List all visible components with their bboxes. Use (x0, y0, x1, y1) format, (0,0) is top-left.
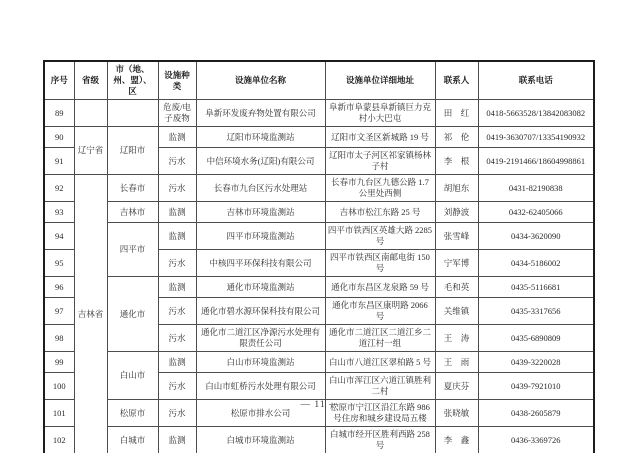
cell-contact: 刘静波 (435, 202, 478, 223)
cell-city: 吉林市 (107, 202, 158, 223)
cell-contact: 李 鑫 (435, 427, 478, 453)
cell-no: 102 (44, 427, 74, 453)
cell-no: 94 (44, 223, 74, 250)
cell-phone: 0436-3369726 (478, 427, 594, 453)
cell-no: 97 (44, 298, 74, 325)
cell-type: 污水 (158, 175, 196, 202)
cell-no: 92 (44, 175, 74, 202)
cell-no: 100 (44, 373, 74, 400)
cell-type: 危废/电子废物 (158, 100, 196, 127)
cell-name: 通化市二道江区净源污水处理有限责任公司 (196, 325, 325, 352)
cell-address: 四平市铁西区南邮电街 150 号 (325, 250, 435, 277)
cell-contact: 李 根 (435, 148, 478, 175)
cell-contact: 王 雨 (435, 352, 478, 373)
cell-no: 96 (44, 277, 74, 298)
header-row (44, 61, 594, 100)
table-row (44, 223, 594, 250)
cell-address: 长春市九台区九德公路 1.7 公里处西侧 (325, 175, 435, 202)
table-row (44, 277, 594, 298)
cell-province: 吉林省 (74, 175, 107, 453)
table-row (44, 127, 594, 148)
cell-address: 辽阳市文圣区新城路 19 号 (325, 127, 435, 148)
page-number: — 11 — (300, 400, 340, 410)
cell-contact: 毛和英 (435, 277, 478, 298)
table-row (44, 427, 594, 453)
cell-no: 93 (44, 202, 74, 223)
cell-type: 监测 (158, 277, 196, 298)
cell-no: 90 (44, 127, 74, 148)
cell-type: 监测 (158, 352, 196, 373)
cell-name: 白城市环境监测站 (196, 427, 325, 453)
cell-contact: 王 涛 (435, 325, 478, 352)
cell-city (107, 100, 158, 127)
cell-address: 通化市东昌区康明路 2066 号 (325, 298, 435, 325)
cell-type: 监测 (158, 427, 196, 453)
cell-name: 松原市排水公司 (196, 400, 325, 427)
cell-phone: 0439-7921010 (478, 373, 594, 400)
cell-name: 辽阳市环境监测站 (196, 127, 325, 148)
cell-name: 通化市环境监测站 (196, 277, 325, 298)
cell-city: 四平市 (107, 223, 158, 277)
cell-name: 四平市环境监测站 (196, 223, 325, 250)
cell-type: 污水 (158, 148, 196, 175)
cell-type: 污水 (158, 373, 196, 400)
cell-city: 长春市 (107, 175, 158, 202)
cell-address: 白山市八道江区翠柏路 5 号 (325, 352, 435, 373)
col-header-no: 序号 (44, 61, 74, 100)
cell-no: 98 (44, 325, 74, 352)
cell-no: 101 (44, 400, 74, 427)
cell-contact: 胡旭东 (435, 175, 478, 202)
col-header-contact: 联系人 (435, 61, 478, 100)
table-row (44, 202, 594, 223)
cell-province: 辽宁省 (74, 127, 107, 175)
cell-address: 通化市东昌区龙泉路 59 号 (325, 277, 435, 298)
cell-no: 95 (44, 250, 74, 277)
cell-phone: 0431-82190838 (478, 175, 594, 202)
cell-contact: 张晓敏 (435, 400, 478, 427)
table-row (44, 100, 594, 127)
cell-contact: 夏庆芬 (435, 373, 478, 400)
cell-name: 长春市九台区污水处理站 (196, 175, 325, 202)
cell-phone: 0419-3630707/13354190932 (478, 127, 594, 148)
cell-contact: 关维镇 (435, 298, 478, 325)
cell-type: 监测 (158, 223, 196, 250)
cell-city: 白城市 (107, 427, 158, 453)
cell-name: 吉林市环境监测站 (196, 202, 325, 223)
table-row (44, 352, 594, 373)
cell-name: 阜新环发废弃物处置有限公司 (196, 100, 325, 127)
cell-type: 污水 (158, 298, 196, 325)
cell-contact: 张雪峰 (435, 223, 478, 250)
cell-address: 松原市宁江区沿江东路 986 号住房和城乡建设局五楼 (325, 400, 435, 427)
cell-phone: 0419-2191466/18604998861 (478, 148, 594, 175)
cell-no: 91 (44, 148, 74, 175)
col-header-phone: 联系电话 (478, 61, 594, 100)
cell-city: 辽阳市 (107, 127, 158, 175)
cell-address: 白城市经开区胜利西路 258 号 (325, 427, 435, 453)
cell-contact: 宁军博 (435, 250, 478, 277)
cell-type: 监测 (158, 127, 196, 148)
cell-name: 白山市虹桥污水处理有限公司 (196, 373, 325, 400)
cell-name: 白山市环境监测站 (196, 352, 325, 373)
cell-address: 阜新市阜蒙县阜新镇巨力克村小大巴屯 (325, 100, 435, 127)
cell-address: 四平市铁西区英雄大路 2285 号 (325, 223, 435, 250)
cell-phone: 0435-3317656 (478, 298, 594, 325)
cell-type: 污水 (158, 325, 196, 352)
cell-name: 中核四平环保科技有限公司 (196, 250, 325, 277)
col-header-city: 市（地、州、盟）、区 (107, 61, 158, 100)
cell-no: 89 (44, 100, 74, 127)
cell-city: 松原市 (107, 400, 158, 427)
col-header-address: 设施单位详细地址 (325, 61, 435, 100)
cell-address: 辽阳市太子河区祁家镇杨林子村 (325, 148, 435, 175)
cell-phone: 0435-5116681 (478, 277, 594, 298)
cell-address: 白山市浑江区六道江镇胜利二村 (325, 373, 435, 400)
cell-type: 监测 (158, 202, 196, 223)
cell-address: 吉林市松江东路 25 号 (325, 202, 435, 223)
cell-name: 通化市碧水源环保科技有限公司 (196, 298, 325, 325)
cell-phone: 0439-3220028 (478, 352, 594, 373)
col-header-name: 设施单位名称 (196, 61, 325, 100)
cell-city: 通化市 (107, 277, 158, 352)
cell-address: 通化市二道江区二道江乡二道江村一组 (325, 325, 435, 352)
col-header-type: 设施种类 (158, 61, 196, 100)
cell-phone: 0418-5663528/13842083082 (478, 100, 594, 127)
cell-no: 99 (44, 352, 74, 373)
table-header (44, 61, 594, 100)
table-row (44, 175, 594, 202)
cell-phone: 0432-62405066 (478, 202, 594, 223)
col-header-province: 省级 (74, 61, 107, 100)
cell-contact: 祁 伦 (435, 127, 478, 148)
cell-province (74, 100, 107, 127)
facilities-table (43, 60, 595, 453)
cell-phone: 0434-5186002 (478, 250, 594, 277)
cell-type: 污水 (158, 400, 196, 427)
cell-city: 白山市 (107, 352, 158, 400)
cell-phone: 0434-3620090 (478, 223, 594, 250)
cell-name: 中信环境水务(辽阳)有限公司 (196, 148, 325, 175)
cell-contact: 田 红 (435, 100, 478, 127)
cell-phone: 0435-6890809 (478, 325, 594, 352)
cell-phone: 0438-2605879 (478, 400, 594, 427)
cell-type: 污水 (158, 250, 196, 277)
